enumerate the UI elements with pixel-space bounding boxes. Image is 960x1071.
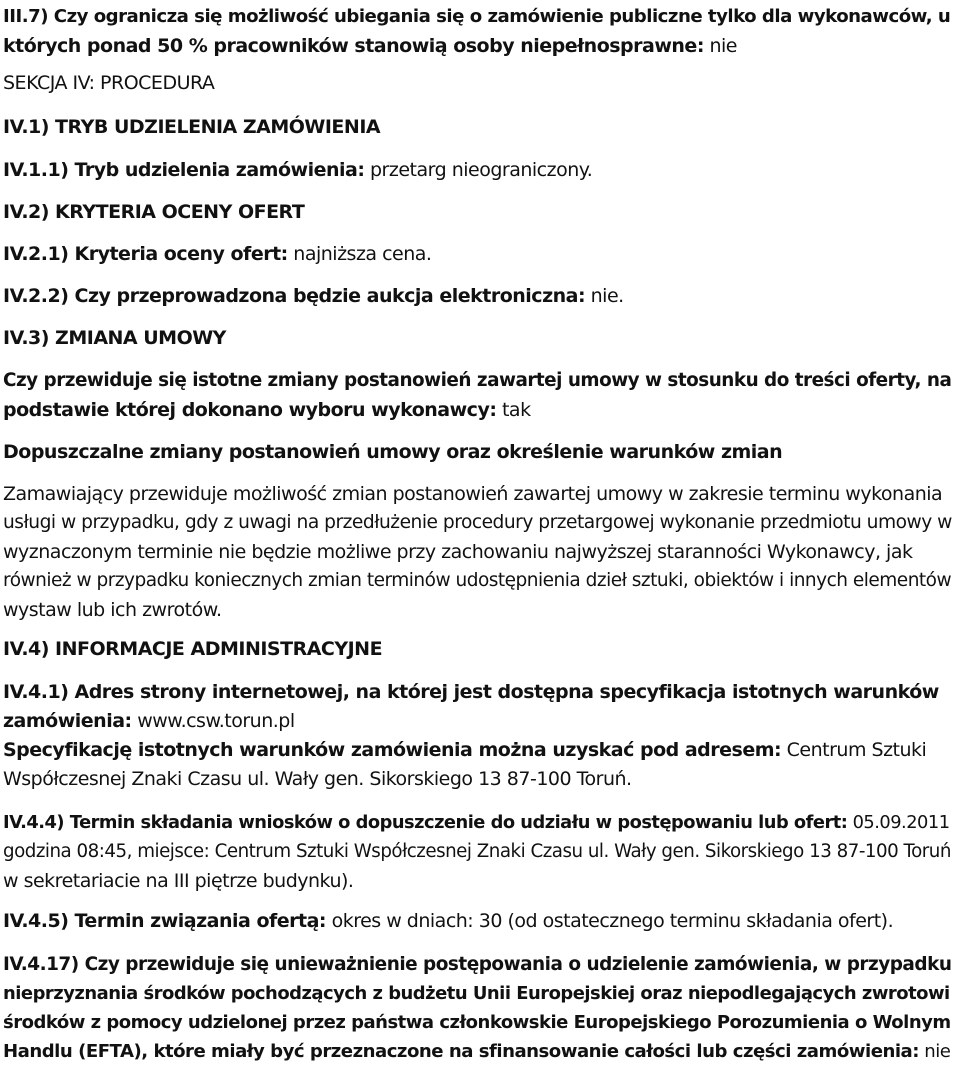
iv417-last-line — [3, 1039, 950, 1065]
iv21-row — [3, 241, 431, 267]
iv417-line: IV.4.17) Czy przewiduje się unieważnienie postępowania o udzielenie zamówienia, w przypadku — [3, 954, 952, 975]
iv22-value: nie. — [585, 285, 624, 307]
iv11-value: przetarg nieograniczony. — [364, 159, 593, 181]
siwz-line1 — [3, 737, 926, 763]
iv3-body-line: również w przypadku koniecznych zmian terminów udostępnienia dzieł sztuki, obiektów i innych elementów — [3, 570, 952, 591]
iii7-answer: nie — [703, 35, 737, 57]
iv2-heading: IV.2) KRYTERIA OCENY OFERT — [3, 201, 305, 223]
iv3-question-line2 — [3, 397, 531, 423]
iv41-line1: IV.4.1) Adres strony internetowej, na której jest dostępna specyfikacja istotnych warunków — [3, 681, 939, 703]
siwz-line2: Współczesnej Znaki Czasu ul. Wały gen. Sikorskiego 13 87-100 Toruń. — [3, 768, 632, 790]
iv45-value: okres w dniach: 30 (od ostatecznego terminu składania ofert). — [326, 910, 894, 932]
iii7-question-line2 — [3, 33, 737, 59]
iv3-question-line1: Czy przewiduje się istotne zmiany postanowień zawartej umowy w stosunku do treści oferty, na — [3, 370, 952, 391]
iii7-label: których ponad 50 % pracowników stanowią osoby niepełnosprawne: — [3, 35, 704, 57]
iv11-label: IV.1.1) Tryb udzielenia zamówienia: — [3, 159, 365, 181]
iv3-question-label: podstawie której dokonano wyboru wykonawcy: — [3, 399, 497, 421]
iv3-body-line: wystaw lub ich zwrotów. — [3, 599, 222, 621]
iv3-body-line: Zamawiający przewiduje możliwość zmian postanowień zawartej umowy w zakresie terminu wykonania — [3, 483, 943, 505]
iv11-row — [3, 157, 592, 183]
iv44-line2: godzina 08:45, miejsce: Centrum Sztuki Współczesnej Znaki Czasu ul. Wały gen. Sikorskiego 13 87-100 Toruń — [3, 841, 951, 862]
iv21-label: IV.2.1) Kryteria oceny ofert: — [3, 243, 288, 265]
iv22-label: IV.2.2) Czy przeprowadzona będzie aukcja elektroniczna: — [3, 285, 586, 307]
iv44-line3: w sekretariacie na III piętrze budynku). — [3, 870, 354, 892]
iv3-body-line: wyznaczonym terminie nie będzie możliwe przy zachowaniu najwyższej staranności Wykonawcy, jak — [3, 541, 913, 563]
iv21-value: najniższa cena. — [287, 243, 432, 265]
iv3-heading: IV.3) ZMIANA UMOWY — [3, 327, 226, 349]
iv44-date: 05.09.2011 — [847, 812, 950, 833]
iv22-row — [3, 283, 624, 309]
iv44-line1 — [3, 810, 950, 836]
iv417-line: środków z pomocy udzielonej przez państwa członkowskie Europejskiego Porozumienia o Wolnym — [3, 1012, 951, 1033]
iv417-label: Handlu (EFTA), które miały być przeznaczone na sfinansowanie całości lub części zamówienia: — [3, 1041, 919, 1062]
iv41-label: zamówienia: — [3, 710, 132, 732]
iii7-question-line1: III.7) Czy ogranicza się możliwość ubiegania się o zamówienie publiczne tylko dla wykonawców, u — [3, 6, 951, 27]
iv41-url: www.csw.torun.pl — [131, 710, 295, 732]
iv44-label: IV.4.4) Termin składania wniosków o dopuszczenie do udziału w postępowaniu lub ofert: — [3, 812, 848, 833]
iv1-heading: IV.1) TRYB UDZIELENIA ZAMÓWIENIA — [3, 116, 381, 138]
iv45-label: IV.4.5) Termin związania ofertą: — [3, 910, 327, 932]
iv3-question-answer: tak — [496, 399, 531, 421]
siwz-value: Centrum Sztuki — [781, 739, 927, 761]
iv45-row — [3, 908, 893, 934]
iv4-heading: IV.4) INFORMACJE ADMINISTRACYJNE — [3, 638, 383, 660]
iv41-line2 — [3, 708, 295, 734]
iv3-body-line: usługi w przypadku, gdy z uwagi na przedłużenie procedury przetargowej wykonanie przedmiotu umowy w — [3, 512, 952, 533]
siwz-label: Specyfikację istotnych warunków zamówienia można uzyskać pod adresem: — [3, 739, 782, 761]
iv417-line: nieprzyznania środków pochodzących z budżetu Unii Europejskiej oraz niepodlegających zwrotowi — [3, 983, 950, 1004]
iv417-answer: nie — [919, 1041, 951, 1062]
section-iv-title: SEKCJA IV: PROCEDURA — [3, 72, 215, 94]
iv3-sub-heading: Dopuszczalne zmiany postanowień umowy oraz określenie warunków zmian — [3, 441, 783, 463]
